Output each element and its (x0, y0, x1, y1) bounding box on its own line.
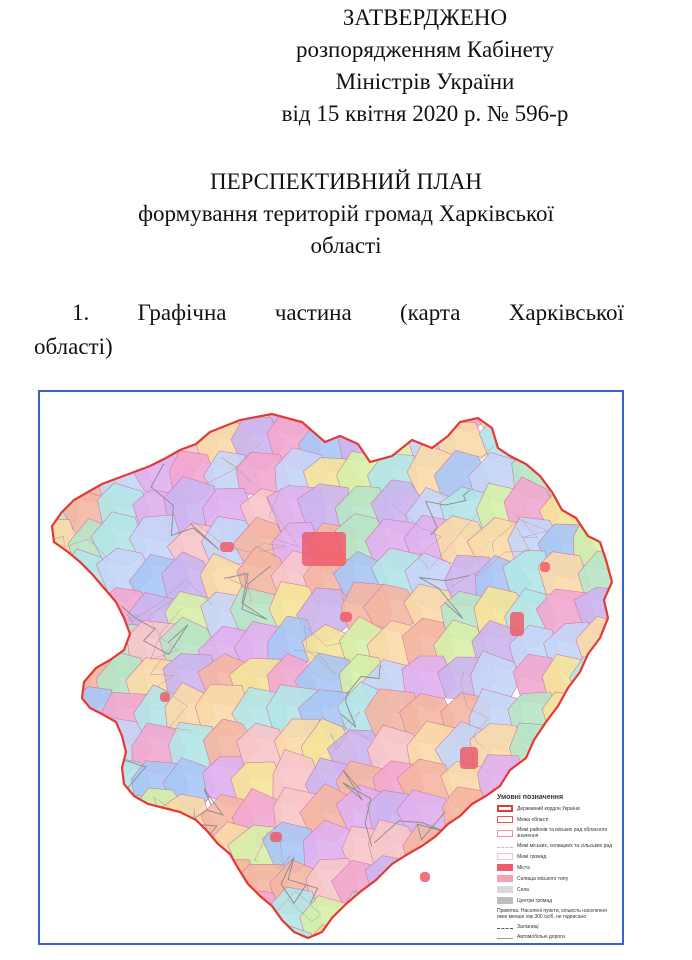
community-area (40, 855, 87, 909)
community-area (436, 928, 486, 945)
road-line (55, 859, 81, 879)
legend-item (497, 816, 617, 823)
community-area (159, 888, 217, 945)
community-area (340, 925, 393, 945)
community-area (40, 559, 85, 605)
community-area (225, 890, 281, 943)
community-area (101, 418, 155, 467)
road-line (328, 392, 389, 424)
legend-label: Межа області (517, 816, 549, 823)
community-area (40, 718, 89, 776)
legend-swatch (497, 805, 513, 812)
community-area (92, 894, 146, 945)
community-area (61, 762, 121, 815)
community-area (128, 891, 185, 944)
community-area (57, 587, 116, 640)
legend-note: Примітка. Населені пункти, кількість населення яких менше ніж 300 осіб, не підписано (497, 908, 607, 920)
legend-swatch (497, 853, 513, 860)
legend-item (497, 875, 617, 882)
city-marker (160, 692, 170, 702)
community-area (40, 447, 80, 498)
legend-item (497, 805, 617, 812)
community-area (96, 392, 159, 432)
community-area (604, 621, 624, 668)
community-area (60, 821, 119, 877)
plan-subtitle: формування територій громад Харківської (138, 201, 554, 226)
section-line (34, 296, 624, 330)
legend-title: Умовні позначення (497, 794, 564, 801)
community-area (40, 688, 80, 745)
legend-swatch (497, 886, 513, 893)
community-area (305, 392, 358, 429)
community-area (601, 480, 624, 536)
legend-label: Межі громад (517, 853, 547, 860)
community-area (104, 822, 160, 878)
community-area (65, 392, 118, 438)
community-area (540, 720, 595, 776)
community-area (56, 893, 114, 945)
legend-label: Центри громад (517, 897, 553, 904)
city-marker (220, 542, 234, 552)
community-area (607, 590, 624, 642)
community-area (534, 392, 592, 430)
city-marker (460, 747, 478, 769)
city-marker (540, 562, 550, 572)
legend-swatch (497, 844, 513, 848)
road-line (40, 619, 87, 663)
community-area (509, 723, 564, 781)
legend-swatch (497, 830, 513, 837)
community-area (63, 924, 117, 945)
community-area (134, 929, 184, 946)
community-area (40, 931, 84, 945)
legend-label: Межі районів та міських рад обласного значення (517, 827, 608, 839)
community-area (576, 457, 624, 510)
community-area (40, 584, 76, 636)
community-area (612, 452, 624, 507)
map-legend (497, 795, 617, 944)
community-area (65, 416, 122, 467)
legend-label: Залізниці (517, 924, 539, 930)
community-area (70, 790, 124, 845)
legend-item (497, 864, 617, 871)
section-word: частина (274, 300, 352, 325)
legend-road-item (497, 934, 617, 940)
road-line (354, 895, 432, 938)
road-line (40, 608, 67, 664)
plan-title: ПЕРСПЕКТИВНИЙ ПЛАН (209, 169, 483, 194)
approval-line-date: від 15 квітня 2020 р. № 596-р (281, 101, 569, 126)
city-marker (270, 832, 282, 842)
community-area (40, 830, 86, 885)
community-area (135, 392, 192, 437)
community-area (610, 723, 624, 784)
legend-swatch (497, 816, 513, 823)
community-area (534, 420, 595, 470)
city-marker (510, 612, 524, 636)
community-area (574, 681, 624, 735)
section-word: (карта (400, 300, 461, 325)
legend-label: Селища міського типу (517, 875, 569, 882)
road-line (150, 869, 216, 906)
community-area (40, 794, 88, 846)
section-number: 1. (72, 300, 90, 325)
section-word: Графічна (137, 300, 227, 325)
community-area (40, 765, 87, 815)
legend-item (497, 886, 617, 893)
community-area (96, 924, 146, 945)
community-area (238, 929, 296, 945)
legend-item (497, 843, 617, 849)
legend-label: Автомобільні дороги (517, 934, 565, 940)
road-line (74, 917, 150, 945)
approval-line-order: розпорядженням Кабінету (295, 37, 555, 62)
community-area (612, 425, 624, 474)
community-area (577, 727, 624, 779)
road-line (341, 392, 380, 425)
community-area (198, 890, 252, 945)
community-area (199, 928, 258, 945)
legend-swatch (497, 875, 513, 882)
legend-label: Межі міських, селищних та сільських рад (517, 843, 613, 849)
section-line-cont: області) (34, 334, 113, 359)
section-word: Харківської (508, 300, 624, 325)
community-area (362, 392, 420, 430)
road-line (142, 833, 178, 873)
legend-road-item (497, 924, 617, 930)
community-area (575, 410, 624, 470)
community-area (40, 623, 91, 675)
community-area (331, 392, 383, 436)
city-marker (420, 872, 430, 882)
community-area (442, 889, 495, 940)
community-area (404, 862, 455, 916)
legend-swatch (497, 897, 513, 904)
city-marker (302, 532, 346, 566)
approval-line-ministers: Міністрів України (335, 69, 515, 94)
legend-item (497, 853, 617, 860)
community-area (164, 859, 223, 912)
approval-block (250, 2, 600, 130)
community-area (128, 853, 189, 904)
legend-label: Села (517, 886, 529, 893)
plan-heading (40, 166, 652, 262)
legend-item (497, 827, 617, 839)
community-area (615, 392, 624, 435)
legend-road-swatch (497, 926, 513, 929)
legend-label: Міста (517, 864, 530, 871)
community-area (138, 815, 193, 869)
community-area (57, 855, 112, 913)
community-area (371, 931, 420, 945)
legend-label: Державний кордон України (517, 805, 580, 812)
community-area (98, 858, 152, 918)
community-area (40, 884, 82, 941)
community-area (609, 518, 624, 569)
legend-road-swatch (497, 936, 513, 939)
community-area (162, 925, 215, 945)
community-area (409, 927, 463, 945)
community-area (40, 417, 89, 472)
community-area (63, 723, 119, 777)
community-area (570, 392, 622, 437)
community-area (508, 412, 566, 465)
road-line (347, 890, 406, 938)
community-area (403, 893, 454, 945)
community-area (612, 648, 624, 705)
community-area (472, 392, 534, 434)
community-area (604, 685, 624, 740)
community-area (439, 862, 487, 917)
community-area (368, 892, 425, 945)
community-area (503, 392, 562, 438)
section-heading (34, 296, 624, 364)
legend-swatch (497, 864, 513, 871)
community-area (40, 392, 83, 436)
legend-item (497, 897, 617, 904)
plan-subtitle-cont: області (310, 233, 382, 258)
approval-heading: ЗАТВЕРДЖЕНО (342, 5, 508, 30)
community-area (435, 826, 496, 880)
city-marker (340, 612, 352, 622)
